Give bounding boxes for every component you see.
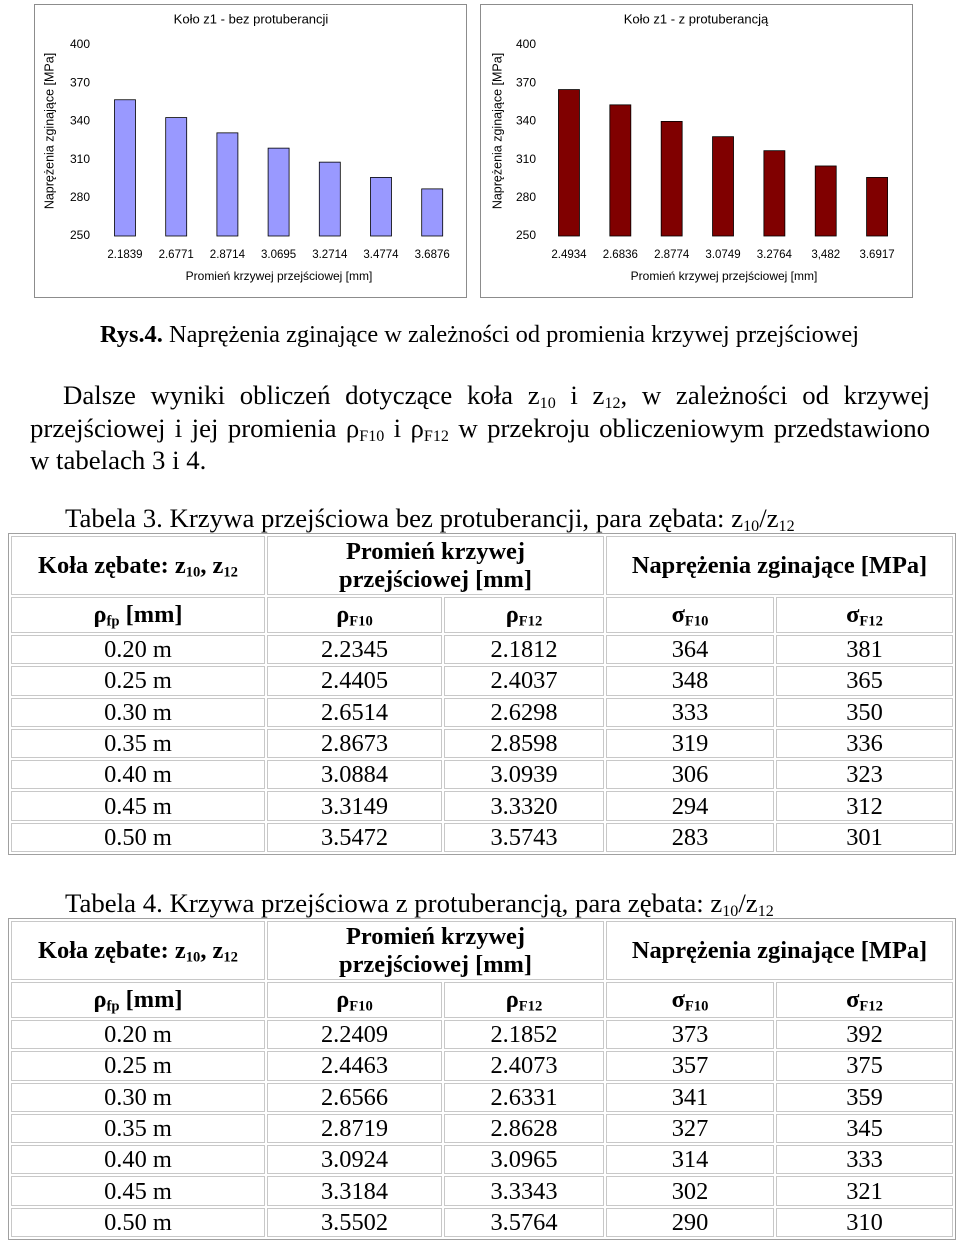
chart-title: Koło z1 - bez protuberancji (173, 11, 329, 27)
table-cell: 319 (606, 729, 774, 758)
subheader-sigma-f10 (606, 597, 774, 633)
table-cell: 0.45 m (11, 1176, 265, 1205)
table-cell: 350 (776, 698, 953, 727)
table-row (11, 1145, 953, 1174)
subheader-sigma-f12 (776, 597, 953, 633)
table-4 (8, 918, 956, 1240)
subscript: F12 (859, 998, 883, 1015)
subscript: 12 (604, 395, 621, 413)
table-cell: 2.8719 (267, 1114, 442, 1143)
table-cell: 0.45 m (11, 791, 265, 820)
x-tick-label: 3.0749 (705, 249, 741, 262)
table-cell: 3.0924 (267, 1145, 442, 1174)
chart-panel-with-protuberance (480, 4, 913, 298)
table-cell: 0.50 m (11, 1208, 265, 1237)
subscript: 12 (223, 564, 238, 581)
bar-chart (481, 5, 912, 297)
plot-area (516, 37, 895, 261)
table-cell: 2.8598 (444, 729, 604, 758)
table-cell: 0.40 m (11, 1145, 265, 1174)
table-cell: 2.8673 (267, 729, 442, 758)
table-body (11, 1020, 953, 1237)
table-cell: 0.40 m (11, 760, 265, 789)
y-tick-label: 280 (515, 189, 536, 204)
table-row (11, 1176, 953, 1205)
x-tick-label: 3.2714 (312, 249, 348, 262)
bar (713, 137, 734, 236)
subscript: 12 (223, 949, 238, 966)
table-cell: 321 (776, 1176, 953, 1205)
x-tick-label: 2.6771 (158, 249, 194, 262)
table-cell: 381 (776, 635, 953, 664)
subscript: fp (106, 613, 120, 630)
table-cell: 0.30 m (11, 698, 265, 727)
table-cell: 3.0965 (444, 1145, 604, 1174)
x-tick-label: 2.8714 (209, 249, 245, 262)
x-tick-label: 3.0695 (261, 249, 297, 262)
table-cell: 314 (606, 1145, 774, 1174)
bar (319, 162, 340, 236)
subscript: 10 (722, 903, 739, 921)
subscript: F10 (359, 427, 385, 445)
symbol: ρ (505, 986, 519, 1013)
table-row (11, 1208, 953, 1237)
x-tick-label: 3.6876 (414, 249, 450, 262)
table-cell: 2.6298 (444, 698, 604, 727)
bar (815, 166, 836, 236)
header-radius (267, 921, 604, 980)
table-cell: 3.5502 (267, 1208, 442, 1237)
text-run: , z (200, 551, 224, 579)
bar (115, 100, 136, 236)
figure-caption (100, 320, 859, 350)
bar (217, 133, 238, 236)
x-axis-title: Promień krzywej przejściowej [mm] (630, 269, 818, 284)
plot-area (70, 37, 450, 261)
bar (166, 118, 187, 236)
table-row (11, 823, 953, 852)
x-tick-label: 2.8774 (654, 249, 690, 262)
table-row (11, 1083, 953, 1112)
paragraph-line (30, 412, 930, 445)
header-stress-label: Naprężenia zginające [MPa] (631, 936, 928, 964)
table-cell: 0.20 m (11, 1020, 265, 1049)
table-cell: 375 (776, 1051, 953, 1080)
subheader-rho-fp (11, 597, 265, 633)
table-header-row (11, 921, 953, 980)
subheader-rho-f12 (444, 597, 604, 633)
figure-caption-text: Naprężenia zginające w zależności od promienia krzywej przejściowej (168, 321, 860, 348)
header-stress (606, 536, 953, 595)
table-cell: 333 (606, 698, 774, 727)
symbol: ρ (505, 601, 519, 628)
subscript: F12 (518, 613, 543, 630)
table-cell: 0.35 m (11, 1114, 265, 1143)
table-cell: 306 (606, 760, 774, 789)
table-cell: 0.50 m (11, 823, 265, 852)
y-tick-label: 370 (69, 75, 90, 90)
x-tick-label: 2.4934 (551, 249, 587, 262)
symbol: ρ (336, 986, 350, 1013)
subheader-sigma-f12 (776, 982, 953, 1018)
text-run: /z (759, 503, 779, 533)
table-cell: 323 (776, 760, 953, 789)
subscript: 10 (185, 564, 201, 581)
table-row (11, 1020, 953, 1049)
table-cell: 2.4463 (267, 1051, 442, 1080)
table-cell: 0.30 m (11, 1083, 265, 1112)
text-run: /z (738, 888, 758, 918)
y-axis-title: Naprężenia zginające [MPa] (42, 52, 57, 210)
table-cell: 283 (606, 823, 774, 852)
subscript: fp (106, 998, 120, 1015)
table-cell: 357 (606, 1051, 774, 1080)
header-radius-label: Promień krzywej przejściowej [mm] (339, 537, 532, 593)
paragraph-line (30, 379, 930, 412)
table-subheader-row (11, 597, 953, 633)
table-cell: 327 (606, 1114, 774, 1143)
subscript: 12 (778, 518, 795, 536)
table-cell: 2.2409 (267, 1020, 442, 1049)
x-tick-label: 2.6836 (602, 249, 638, 262)
table-cell: 2.4073 (444, 1051, 604, 1080)
table-cell: 2.8628 (444, 1114, 604, 1143)
y-axis-title: Naprężenia zginające [MPa] (490, 52, 505, 210)
table-cell: 3.0884 (267, 760, 442, 789)
text-run: przejściowej i jej promienia ρ (30, 412, 360, 443)
table-cell: 2.6566 (267, 1083, 442, 1112)
subscript: F12 (859, 613, 883, 630)
chart-panel-without-protuberance (34, 4, 467, 298)
text-run: i ρ (384, 412, 424, 443)
subheader-rho-f10 (267, 982, 442, 1018)
text-run: i z (555, 380, 605, 410)
y-tick-label: 400 (515, 37, 536, 52)
table-row (11, 635, 953, 664)
text-run: w przekroju obliczeniowym przedstawiono (448, 412, 931, 443)
table-row (11, 760, 953, 789)
header-gears (11, 536, 265, 595)
table-cell: 294 (606, 791, 774, 820)
text-run: , w zależności od krzywej (620, 380, 930, 410)
header-radius-label: Promień krzywej przejściowej [mm] (339, 922, 532, 978)
header-stress-label: Naprężenia zginające [MPa] (631, 551, 928, 579)
symbol: ρ (93, 601, 107, 628)
text-run: Koła zębate: z (38, 551, 186, 579)
text-run: Dalsze wyniki obliczeń dotyczące koła z (63, 380, 540, 410)
bar (371, 177, 392, 236)
table-cell: 2.2345 (267, 635, 442, 664)
symbol: σ (846, 601, 860, 628)
text-run: Tabela 3. Krzywa przejściowa bez protuberancji, para zębata: z (65, 503, 744, 533)
text-run: Tabela 4. Krzywa przejściowa z protuberancją, para zębata: z (65, 888, 723, 918)
table-cell: 3.3184 (267, 1176, 442, 1205)
header-stress (606, 921, 953, 980)
subscript: F12 (518, 998, 543, 1015)
table-cell: 2.6331 (444, 1083, 604, 1112)
table-body (11, 635, 953, 852)
x-tick-label: 3.6917 (859, 249, 895, 262)
table-3-title (65, 503, 795, 536)
table-cell: 0.35 m (11, 729, 265, 758)
bar (558, 90, 579, 236)
subscript: 10 (185, 949, 201, 966)
table-header-row (11, 536, 953, 595)
text-run: [mm] (119, 601, 183, 628)
x-tick-label: 2.1839 (107, 249, 143, 262)
subheader-rho-f10 (267, 597, 442, 633)
y-tick-label: 310 (515, 151, 536, 166)
text-run: w tabelach 3 i 4. (30, 445, 207, 475)
table-cell: 359 (776, 1083, 953, 1112)
x-tick-label: 3,482 (811, 249, 841, 262)
table-row (11, 729, 953, 758)
table-cell: 2.6514 (267, 698, 442, 727)
table-cell: 0.25 m (11, 1051, 265, 1080)
table-cell: 3.3320 (444, 791, 604, 820)
table-cell: 2.1812 (444, 635, 604, 664)
bar (268, 148, 289, 236)
table-cell: 312 (776, 791, 953, 820)
table-cell: 373 (606, 1020, 774, 1049)
table-cell: 3.0939 (444, 760, 604, 789)
table-cell: 3.5472 (267, 823, 442, 852)
table-cell: 0.25 m (11, 666, 265, 695)
figure-label: Rys.4. (100, 321, 163, 348)
table-row (11, 1114, 953, 1143)
table-cell: 333 (776, 1145, 953, 1174)
symbol: ρ (336, 601, 350, 628)
table-3 (8, 533, 956, 855)
table-cell: 290 (606, 1208, 774, 1237)
subscript: F10 (349, 998, 373, 1015)
y-tick-label: 250 (515, 228, 536, 243)
table-cell: 336 (776, 729, 953, 758)
bar-chart (35, 5, 466, 297)
bar (610, 105, 631, 236)
symbol: σ (671, 986, 685, 1013)
table-cell: 3.3149 (267, 791, 442, 820)
y-tick-label: 280 (69, 189, 90, 204)
table-row (11, 791, 953, 820)
table-cell: 341 (606, 1083, 774, 1112)
subscript: F12 (423, 427, 449, 445)
subscript: F10 (349, 613, 373, 630)
text-run: [mm] (119, 986, 183, 1013)
table-cell: 2.4037 (444, 666, 604, 695)
table-subheader-row (11, 982, 953, 1018)
table-cell: 310 (776, 1208, 953, 1237)
table-cell: 3.3343 (444, 1176, 604, 1205)
table-cell: 2.1852 (444, 1020, 604, 1049)
y-tick-label: 310 (69, 151, 90, 166)
subheader-rho-f12 (444, 982, 604, 1018)
chart-title: Koło z1 - z protuberancją (623, 11, 769, 27)
table-4-title (65, 888, 774, 921)
x-axis-title: Promień krzywej przejściowej [mm] (185, 269, 373, 284)
table-row (11, 698, 953, 727)
table-cell: 348 (606, 666, 774, 695)
subheader-rho-fp (11, 982, 265, 1018)
text-run: Koła zębate: z (38, 936, 186, 964)
table-cell: 3.5743 (444, 823, 604, 852)
table-cell: 2.4405 (267, 666, 442, 695)
header-radius (267, 536, 604, 595)
table-cell: 301 (776, 823, 953, 852)
y-tick-label: 340 (515, 113, 536, 128)
x-tick-label: 3.4774 (363, 249, 399, 262)
table-cell: 365 (776, 666, 953, 695)
bar (661, 121, 682, 236)
bar (422, 189, 443, 236)
y-tick-label: 370 (515, 75, 536, 90)
text-run: , z (200, 936, 224, 964)
bar (764, 151, 785, 236)
table-cell: 364 (606, 635, 774, 664)
table-cell: 345 (776, 1114, 953, 1143)
body-paragraph (30, 379, 930, 477)
y-tick-label: 340 (69, 113, 90, 128)
table-row (11, 666, 953, 695)
y-tick-label: 250 (69, 228, 90, 243)
table-cell: 302 (606, 1176, 774, 1205)
table-cell: 3.5764 (444, 1208, 604, 1237)
symbol: σ (846, 986, 860, 1013)
subscript: F10 (684, 613, 709, 630)
paragraph-line (30, 444, 930, 477)
subscript: F10 (684, 998, 709, 1015)
table-row (11, 1051, 953, 1080)
header-gears (11, 921, 265, 980)
table-cell: 0.20 m (11, 635, 265, 664)
x-tick-label: 3.2764 (756, 249, 792, 262)
symbol: σ (671, 601, 685, 628)
subheader-sigma-f10 (606, 982, 774, 1018)
y-tick-label: 400 (69, 37, 90, 52)
subscript: 10 (743, 518, 760, 536)
symbol: ρ (93, 986, 107, 1013)
bar (867, 177, 888, 236)
subscript: 12 (757, 903, 774, 921)
table-cell: 392 (776, 1020, 953, 1049)
subscript: 10 (539, 395, 556, 413)
